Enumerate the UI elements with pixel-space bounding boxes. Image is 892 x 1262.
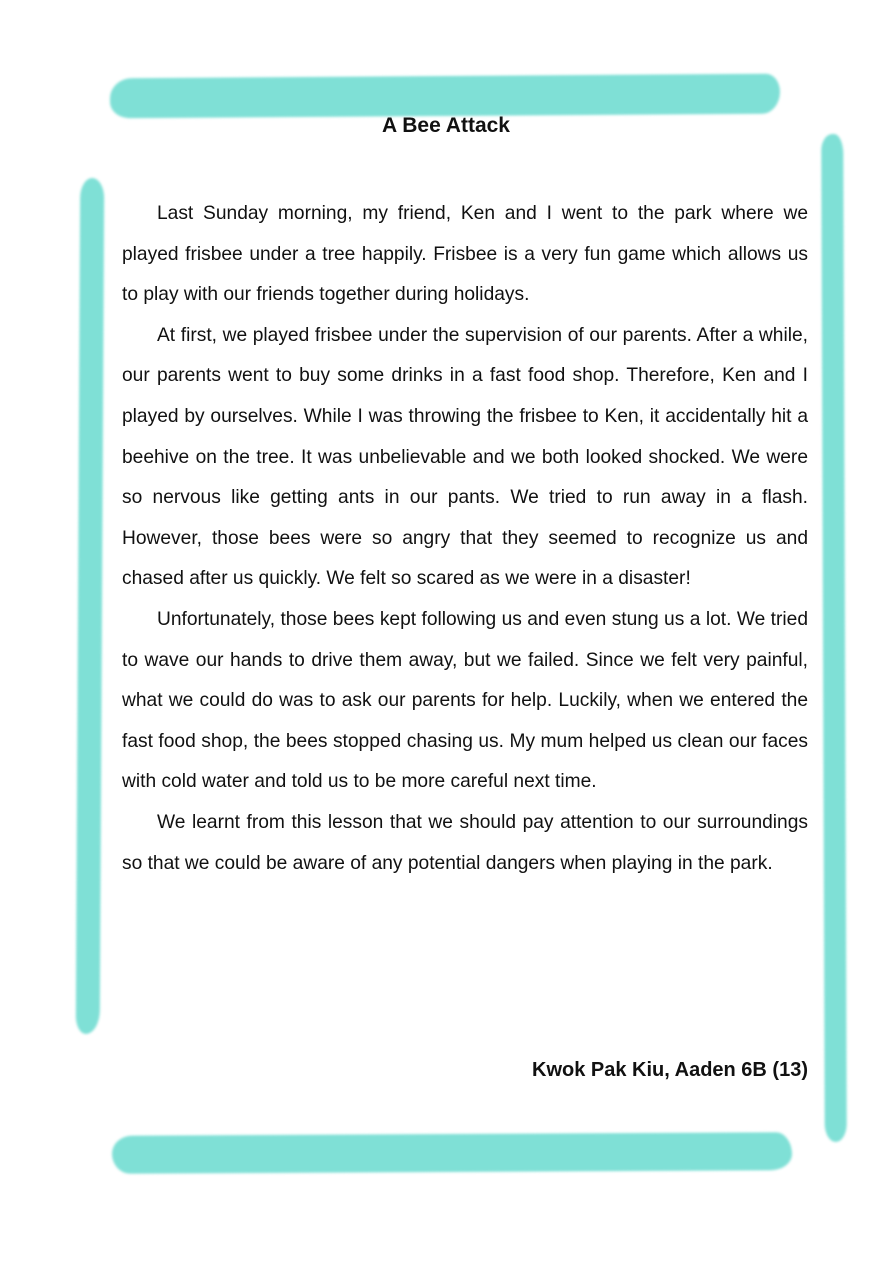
story-title: A Bee Attack [382, 114, 510, 137]
frame-stroke-left [76, 178, 104, 1034]
frame-stroke-right [821, 134, 847, 1142]
story-paragraph: Last Sunday morning, my friend, Ken and I went to the park where we played frisbee under a tree happily. Frisbee is a very fun game which allows us to play with our friends together during holidays. [122, 203, 808, 306]
story-paragraph: Unfortunately, those bees kept following us and even stung us a lot. We tried to wave our hands to drive them away, but we failed. Since we felt very painful, what we could do was to ask our parents for help. Luckily, when we entered the fast food shop, the bees stopped chasing us. My mum helped us clean our faces with cold water and told us to be more careful next time. [122, 608, 808, 793]
story-paragraph: We learnt from this lesson that we should pay attention to our surroundings so that we could be aware of any potential dangers when playing in the park. [122, 811, 808, 874]
story-body [122, 194, 808, 884]
frame-stroke-bottom [112, 1132, 792, 1174]
author-signature: Kwok Pak Kiu, Aaden 6B (13) [532, 1059, 808, 1081]
story-paragraph: At first, we played frisbee under the supervision of our parents. After a while, our parents went to buy some drinks in a fast food shop. Therefore, Ken and I played by ourselves. While I was throwing the frisbee to Ken, it accidentally hit a beehive on the tree. It was unbelievable and we both looked shocked. We were so nervous like getting ants in our pants. We tried to run away in a flash. However, those bees were so angry that they seemed to recognize us and chased after us quickly. We felt so scared as we were in a disaster! [122, 324, 808, 590]
